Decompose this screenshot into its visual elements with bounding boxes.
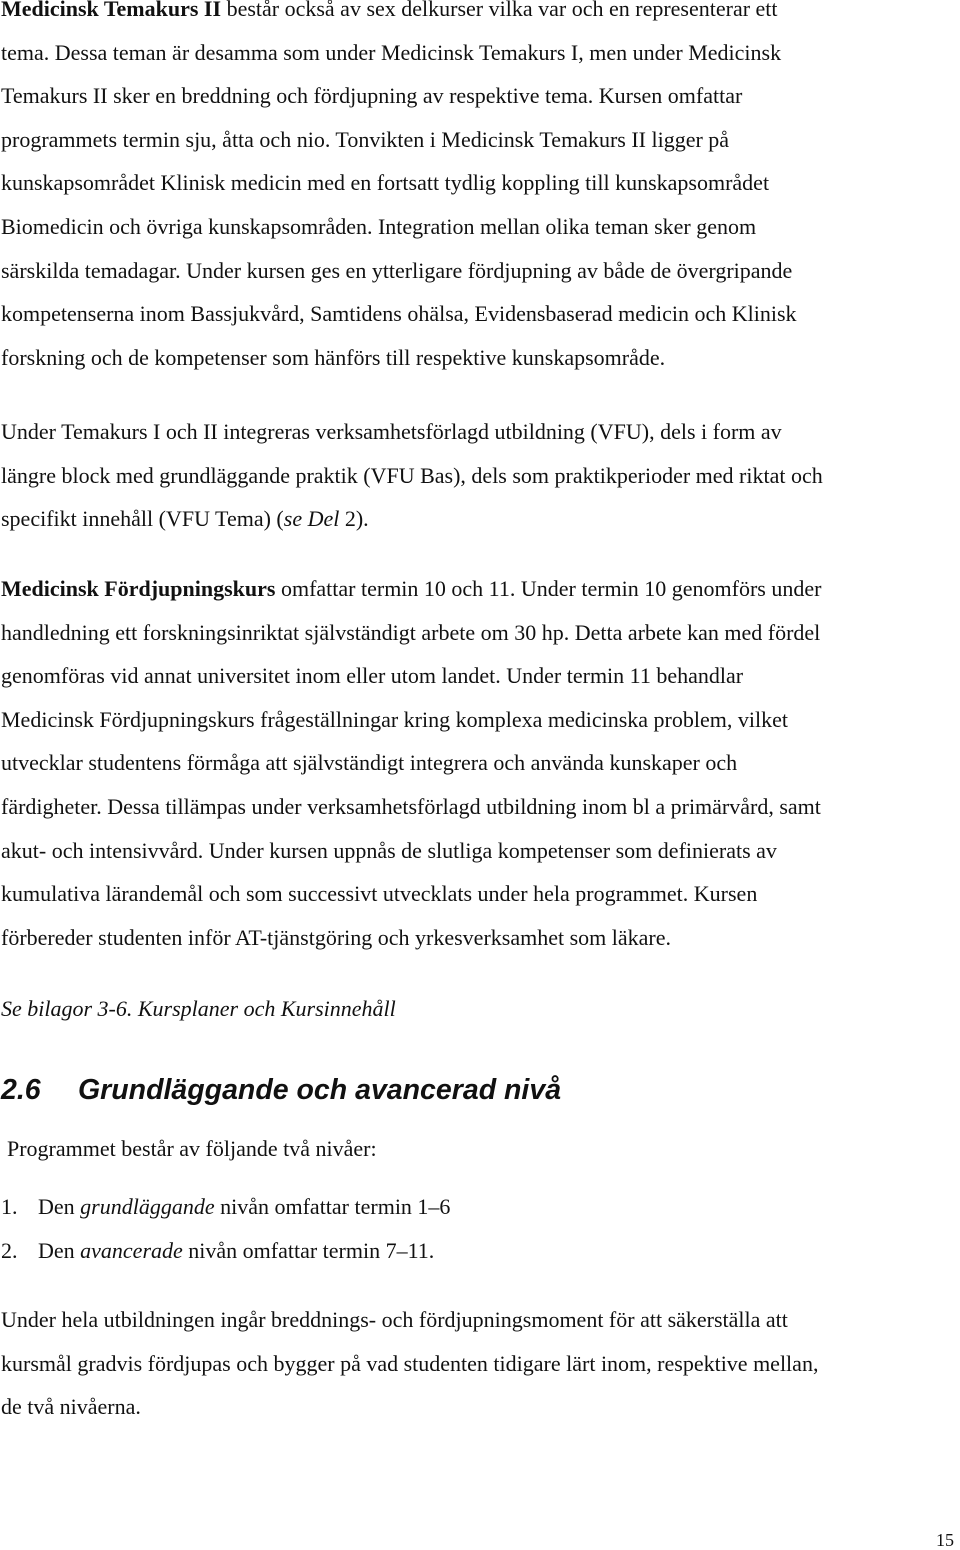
text-line: kunskapsområdet Klinisk medicin med en fortsatt tydlig koppling till kunskapsområdet [1,170,770,196]
text-line: kursmål gradvis fördjupas och bygger på vad studenten tidigare lärt inom, respektive mellan, [1,1350,819,1376]
text-span: 2). [339,506,369,532]
text-span: består också av sex delkurser vilka var och en representerar ett [221,0,778,21]
italic-term: avancerade [80,1237,183,1263]
list-marker: 1. [1,1194,18,1219]
bold-term: Medicinsk Temakurs II [1,0,222,21]
text-line: akut- och intensivvård. Under kursen uppnås de slutliga kompetenser som definierats av [1,837,777,863]
levels-list [1,1185,450,1272]
text-line: särskilda temadagar. Under kursen ges en ytterligare fördjupning av både de övergripande [1,257,793,283]
text-line: forskning och de kompetenser som hänförs till respektive kunskapsområde. [1,344,666,370]
text-line: Medicinsk Fördjupningskurs frågeställningar kring komplexa medicinska problem, vilket [1,706,788,732]
paragraph-temakurs-ii [1,0,956,379]
section-intro: Programmet består av följande två nivåer: [7,1136,377,1161]
text-line: kompetenserna inom Bassjukvård, Samtidens ohälsa, Evidensbaserad medicin och Klinisk [1,301,797,327]
text-span: nivån omfattar termin 7–11. [182,1237,435,1263]
text-line: de två nivåerna. [1,1394,141,1420]
text-line: utvecklar studentens förmåga att självständigt integrera och använda kunskaper och [1,750,738,776]
text-line: Temakurs II sker en breddning och fördjupning av respektive tema. Kursen omfattar [1,83,743,109]
text-line [1,497,956,541]
paragraph-vfu [1,410,956,541]
text-line: förbereder studenten inför AT-tjänstgöring och yrkesverksamhet som läkare. [1,924,671,950]
text-line: kumulativa lärandemål och som successivt utvecklats under hela programmet. Kursen [1,881,758,907]
text-line: handledning ett forskningsinriktat självständigt arbete om 30 hp. Detta arbete kan med fördel [1,619,821,645]
text-line: Under Temakurs I och II integreras verksamhetsförlagd utbildning (VFU), dels i form av [1,419,782,444]
bold-term: Medicinsk Fördjupningskurs [1,576,276,601]
list-marker: 2. [1,1237,18,1263]
text-span: Den [38,1194,81,1219]
page-number: 15 [936,1530,954,1550]
paragraph-fordjupningskurs [1,567,956,959]
section-heading [1,1070,561,1110]
section-title: Grundläggande och avancerad nivå [78,1074,562,1106]
section-number: 2.6 [1,1074,41,1106]
paragraph-progression [1,1298,956,1429]
list-item [1,1185,450,1229]
text-span: nivån omfattar termin 1–6 [214,1194,451,1219]
text-line: tema. Dessa teman är desamma som under Medicinsk Temakurs I, men under Medicinsk [1,39,782,65]
text-line: längre block med grundläggande praktik (VFU Bas), dels som praktikperioder med riktat och [1,462,823,488]
text-line: färdigheter. Dessa tillämpas under verksamhetsförlagd utbildning inom bl a primärvård, samt [1,793,821,819]
text-line [1,567,956,611]
italic-term: grundläggande [80,1194,215,1219]
list-item [1,1229,450,1273]
text-line: programmets termin sju, åtta och nio. Tonvikten i Medicinsk Temakurs II ligger på [1,126,730,152]
appendix-reference: Se bilagor 3-6. Kursplaner och Kursinnehåll [1,996,396,1021]
text-line [1,0,956,31]
text-span: omfattar termin 10 och 11. Under termin 10 genomförs under [275,576,822,601]
text-line: Biomedicin och övriga kunskapsområden. Integration mellan olika teman sker genom [1,213,757,239]
text-span: Den [38,1237,81,1263]
italic-reference: se Del [283,506,340,532]
text-line: genomföras vid annat universitet inom eller utom landet. Under termin 11 behandlar [1,663,744,689]
text-line: Under hela utbildningen ingår breddnings- och fördjupningsmoment för att säkerställa att [1,1307,788,1332]
text-span: specifikt innehåll (VFU Tema) ( [1,506,284,532]
